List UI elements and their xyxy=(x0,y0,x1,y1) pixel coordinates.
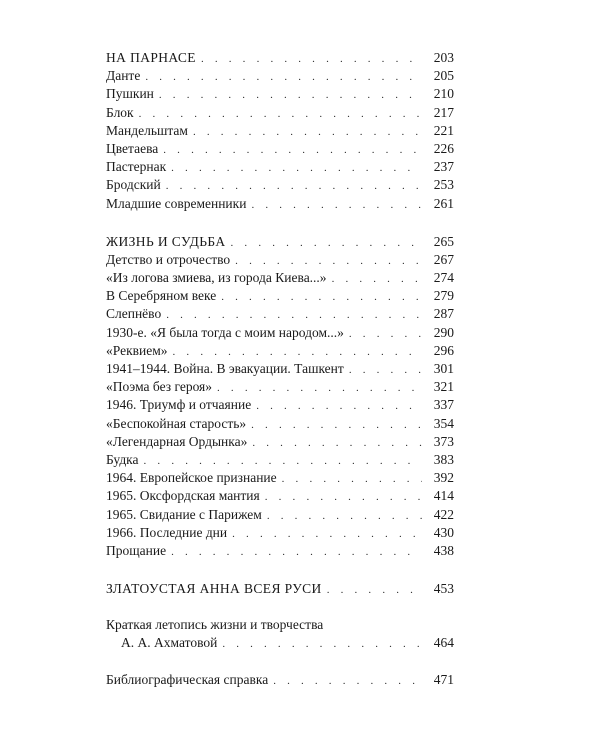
toc-entry[interactable] xyxy=(106,451,454,469)
toc-entry-title: «Легендарная Ордынка» xyxy=(106,433,248,449)
toc-entry[interactable] xyxy=(106,506,454,524)
toc-entry[interactable] xyxy=(106,104,454,122)
dot-leader xyxy=(166,306,422,324)
toc-entry-title: Блок xyxy=(106,104,134,120)
toc-page-number: 237 xyxy=(433,159,454,175)
toc-entry-title: 1930-е. «Я была тогда с моим народом...» xyxy=(106,324,344,340)
toc-page-number: 203 xyxy=(433,50,454,65)
toc-section-heading-parnassus[interactable] xyxy=(106,49,454,67)
toc-page-number: 253 xyxy=(433,177,454,193)
toc-entry[interactable] xyxy=(106,122,454,140)
dot-leader xyxy=(265,488,422,506)
dot-leader xyxy=(235,252,422,270)
toc-page-number: 471 xyxy=(433,671,454,687)
dot-leader xyxy=(267,507,422,525)
dot-leader xyxy=(159,86,422,104)
dot-leader xyxy=(273,672,422,690)
toc-entry-title: А. А. Ахматовой xyxy=(121,635,218,651)
dot-leader xyxy=(251,416,422,434)
toc-page-number: 226 xyxy=(433,140,454,156)
toc-page-number: 464 xyxy=(433,635,454,651)
toc-entry-title: 1965. Свидание с Парижем xyxy=(106,506,262,522)
dot-leader xyxy=(145,68,422,86)
toc-page-number: 337 xyxy=(433,397,454,413)
toc-entry-title: Слепнёво xyxy=(106,306,162,322)
toc-page-number: 210 xyxy=(433,86,454,102)
toc-entry[interactable] xyxy=(106,415,454,433)
toc-entry-title: 1966. Последние дни xyxy=(106,524,228,540)
toc-page-number: 354 xyxy=(433,415,454,431)
toc-entry[interactable] xyxy=(106,67,454,85)
dot-leader xyxy=(173,343,422,361)
toc-page-number: 373 xyxy=(433,433,454,449)
dot-leader xyxy=(166,177,422,195)
toc-entry[interactable] xyxy=(106,342,454,360)
toc-entry-title: Данте xyxy=(106,68,141,84)
toc-entry-title: 1941–1944. Война. В эвакуации. Ташкент xyxy=(106,361,344,376)
toc-page-number: 301 xyxy=(433,361,454,376)
toc-entry[interactable] xyxy=(106,433,454,451)
toc-entry-title: «Беспокойная старость» xyxy=(106,415,247,431)
toc-page-number: 383 xyxy=(433,451,454,467)
dot-leader xyxy=(193,123,422,141)
dot-leader xyxy=(217,379,422,397)
toc-entry-title: Бродский xyxy=(106,177,161,193)
toc-page-number: 205 xyxy=(433,68,454,84)
dot-leader xyxy=(349,325,422,343)
toc-section-heading-zlatoustaya[interactable] xyxy=(106,580,454,598)
toc-entry-title: Библиографическая справка xyxy=(106,671,269,687)
toc-section-heading-life-and-fate[interactable] xyxy=(106,233,454,251)
dot-leader xyxy=(222,635,422,653)
toc-entry[interactable] xyxy=(106,176,454,194)
toc-page-number: 217 xyxy=(433,104,454,120)
toc-entry[interactable] xyxy=(106,524,454,542)
toc-page-number: 290 xyxy=(433,324,454,340)
toc-entry-title: «Из логова змиева, из города Киева...» xyxy=(106,270,327,286)
toc-page-number: 265 xyxy=(433,233,454,249)
dot-leader xyxy=(282,470,422,488)
toc-entry[interactable] xyxy=(106,269,454,287)
toc-page-number: 261 xyxy=(433,195,454,211)
toc-page-number: 422 xyxy=(433,506,454,522)
dot-leader xyxy=(251,196,422,214)
toc-entry[interactable] xyxy=(106,85,454,103)
toc-entry[interactable] xyxy=(106,195,454,213)
toc-entry-title: 1946. Триумф и отчаяние xyxy=(106,397,252,413)
dot-leader xyxy=(332,270,422,288)
toc-page-number: 296 xyxy=(433,342,454,358)
toc-page-number: 453 xyxy=(433,581,454,597)
toc-entry[interactable] xyxy=(106,487,454,505)
toc-entry-title: Мандельштам xyxy=(106,122,188,138)
dot-leader xyxy=(163,141,422,159)
toc-entry-title: ЖИЗНЬ И СУДЬБА xyxy=(106,233,226,249)
toc-entry[interactable] xyxy=(106,251,454,269)
toc-entry[interactable] xyxy=(106,542,454,560)
toc-entry-title: Будка xyxy=(106,451,139,467)
toc-page-number: 267 xyxy=(433,251,454,267)
toc-entry[interactable] xyxy=(106,158,454,176)
dot-leader xyxy=(221,288,422,306)
dot-leader xyxy=(256,397,422,415)
toc-entry-title: 1965. Оксфордская мантия xyxy=(106,488,260,504)
toc-entry-title: В Серебряном веке xyxy=(106,288,217,304)
toc-page-number: 414 xyxy=(433,488,454,504)
dot-leader xyxy=(327,581,422,599)
toc-entry-title: Младшие современники xyxy=(106,195,247,211)
toc-entry-title: Пушкин xyxy=(106,86,154,102)
toc-entry-title: 1964. Европейское признание xyxy=(106,470,277,486)
toc-chronicle-entry[interactable] xyxy=(106,634,454,652)
toc-entry-title: Прощание xyxy=(106,542,167,558)
toc-entry-title: НА ПАРНАСЕ xyxy=(106,50,196,65)
toc-entry[interactable] xyxy=(106,287,454,305)
toc-page-number: 438 xyxy=(433,542,454,558)
toc-page-number: 274 xyxy=(433,270,454,286)
toc-page-number: 279 xyxy=(433,288,454,304)
toc-entry-title: Пастернак xyxy=(106,159,167,175)
toc-entry[interactable] xyxy=(106,360,454,378)
toc-entry-title: Цветаева xyxy=(106,140,159,156)
toc-page-number: 392 xyxy=(433,470,454,486)
dot-leader xyxy=(139,105,422,123)
toc-bibliography-entry[interactable] xyxy=(106,671,454,689)
dot-leader xyxy=(171,543,422,561)
dot-leader xyxy=(144,452,422,470)
table-of-contents xyxy=(106,49,454,689)
toc-page-number: 430 xyxy=(433,524,454,540)
toc-entry-title: ЗЛАТОУСТАЯ АННА ВСЕЯ РУСИ xyxy=(106,581,322,597)
toc-entry[interactable] xyxy=(106,324,454,342)
toc-entry-title: Детство и отрочество xyxy=(106,251,231,267)
dot-leader xyxy=(252,434,422,452)
toc-chronicle-title-line1[interactable]: Краткая летопись жизни и творчества xyxy=(106,617,324,633)
toc-entry[interactable] xyxy=(106,140,454,158)
dot-leader xyxy=(349,361,422,379)
toc-entry-title: «Реквием» xyxy=(106,342,168,358)
toc-entry[interactable] xyxy=(106,378,454,396)
toc-page-number: 321 xyxy=(433,379,454,395)
dot-leader xyxy=(201,50,422,68)
dot-leader xyxy=(231,234,422,252)
toc-entry[interactable] xyxy=(106,305,454,323)
toc-entry[interactable] xyxy=(106,396,454,414)
dot-leader xyxy=(171,159,422,177)
toc-page-number: 287 xyxy=(433,306,454,322)
toc-page-number: 221 xyxy=(433,122,454,138)
dot-leader xyxy=(232,525,422,543)
toc-entry[interactable] xyxy=(106,469,454,487)
toc-entry-title: «Поэма без героя» xyxy=(106,379,213,395)
